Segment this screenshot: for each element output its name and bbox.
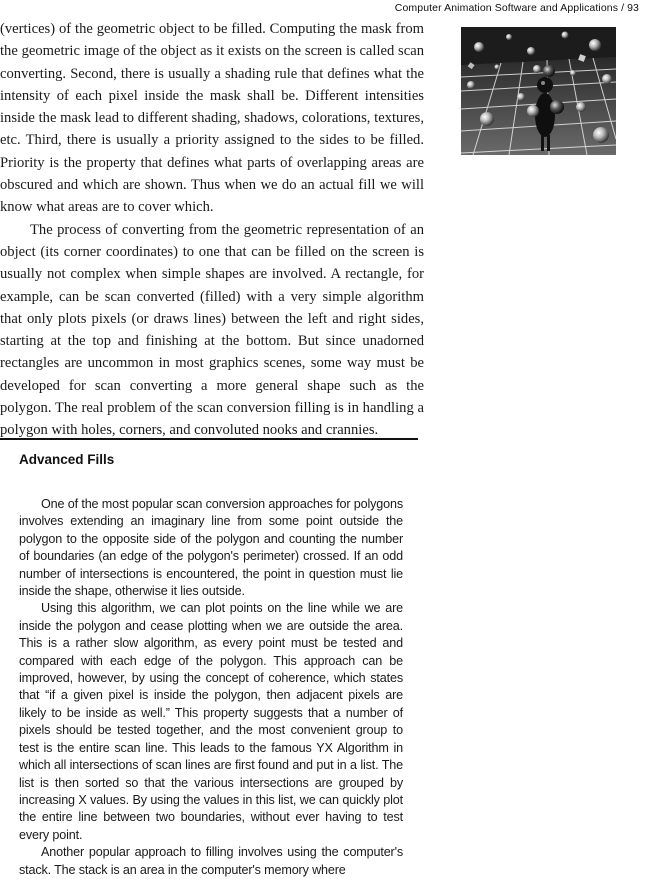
scene-illustration [461, 27, 616, 155]
sidebar-paragraph-3: Another popular approach to filling involves using the computer's stack. The stack is an area in the computer's memory where [19, 845, 403, 877]
main-text-column [0, 18, 424, 442]
sidebar-body [19, 496, 403, 879]
sidebar-paragraph-1: One of the most popular scan conversion approaches for polygons involves extending an imaginary line from some point outside the polygon to the opposite side of the polygon and counting the number of boundaries (an edge of the polygon's perimeter) crossed. If an odd number of intersections is encountered, the point in question must lie inside the shape, otherwise it lies outside. [19, 497, 403, 599]
figure-image-3d-scene [461, 27, 616, 155]
section-divider-rule [0, 438, 418, 440]
sidebar-heading: Advanced Fills [19, 452, 115, 467]
main-paragraph-1: (vertices) of the geometric object to be filled. Computing the mask from the geometric image of the object as it exists on the screen is called scan converting. Second, there is usually a shading rule that defines what the intensity of each pixel inside the mask shall be. Different intensities inside the mask lead to different shading, shadows, colorations, textures, etc. Third, there is usually a priority assigned to the sides to be filled. Priority is the property that defines what parts of overlapping areas are obscured and which are shown. Thus when we do an actual fill we will know what areas are to cover which. [0, 21, 424, 216]
running-head: Computer Animation Software and Applications / 93 [394, 2, 639, 14]
main-paragraph-2: The process of converting from the geometric representation of an object (its corner coordinates) to one that can be filled on the screen is usually not complex when simple shapes are involved. A rectangle, for example, can be scan converted (filled) with a very simple algorithm that only plots pixels (or draws lines) between the left and right sides, starting at the top and finishing at the bottom. But since unadorned rectangles are uncommon in most graphics scenes, some way must be developed for scan converting a more general shape such as the polygon. The real problem of the scan conversion filling is in handling a polygon with holes, corners, and convoluted nooks and crannies. [0, 221, 424, 439]
sidebar-paragraph-2: Using this algorithm, we can plot points on the line while we are inside the polygon and cease plotting when we are outside the area. This is a rather slow algorithm, as every point must be tested and compared with each edge of the polygon. This approach can be improved, however, by using the concept of coherence, which states that “if a given pixel is inside the polygon, then adjacent pixels are likely to be inside as well.” This property suggests that a number of pixels should be tested together, and the most convenient group to test is the entire scan line. This leads to the famous YX Algorithm in which all intersections of scan lines are first found and put in a list. The list is then sorted so that the various intersections are grouped by increasing X values. By using the values in this list, we can quickly plot the entire line between two boundaries, without ever having to test every point. [19, 601, 403, 842]
